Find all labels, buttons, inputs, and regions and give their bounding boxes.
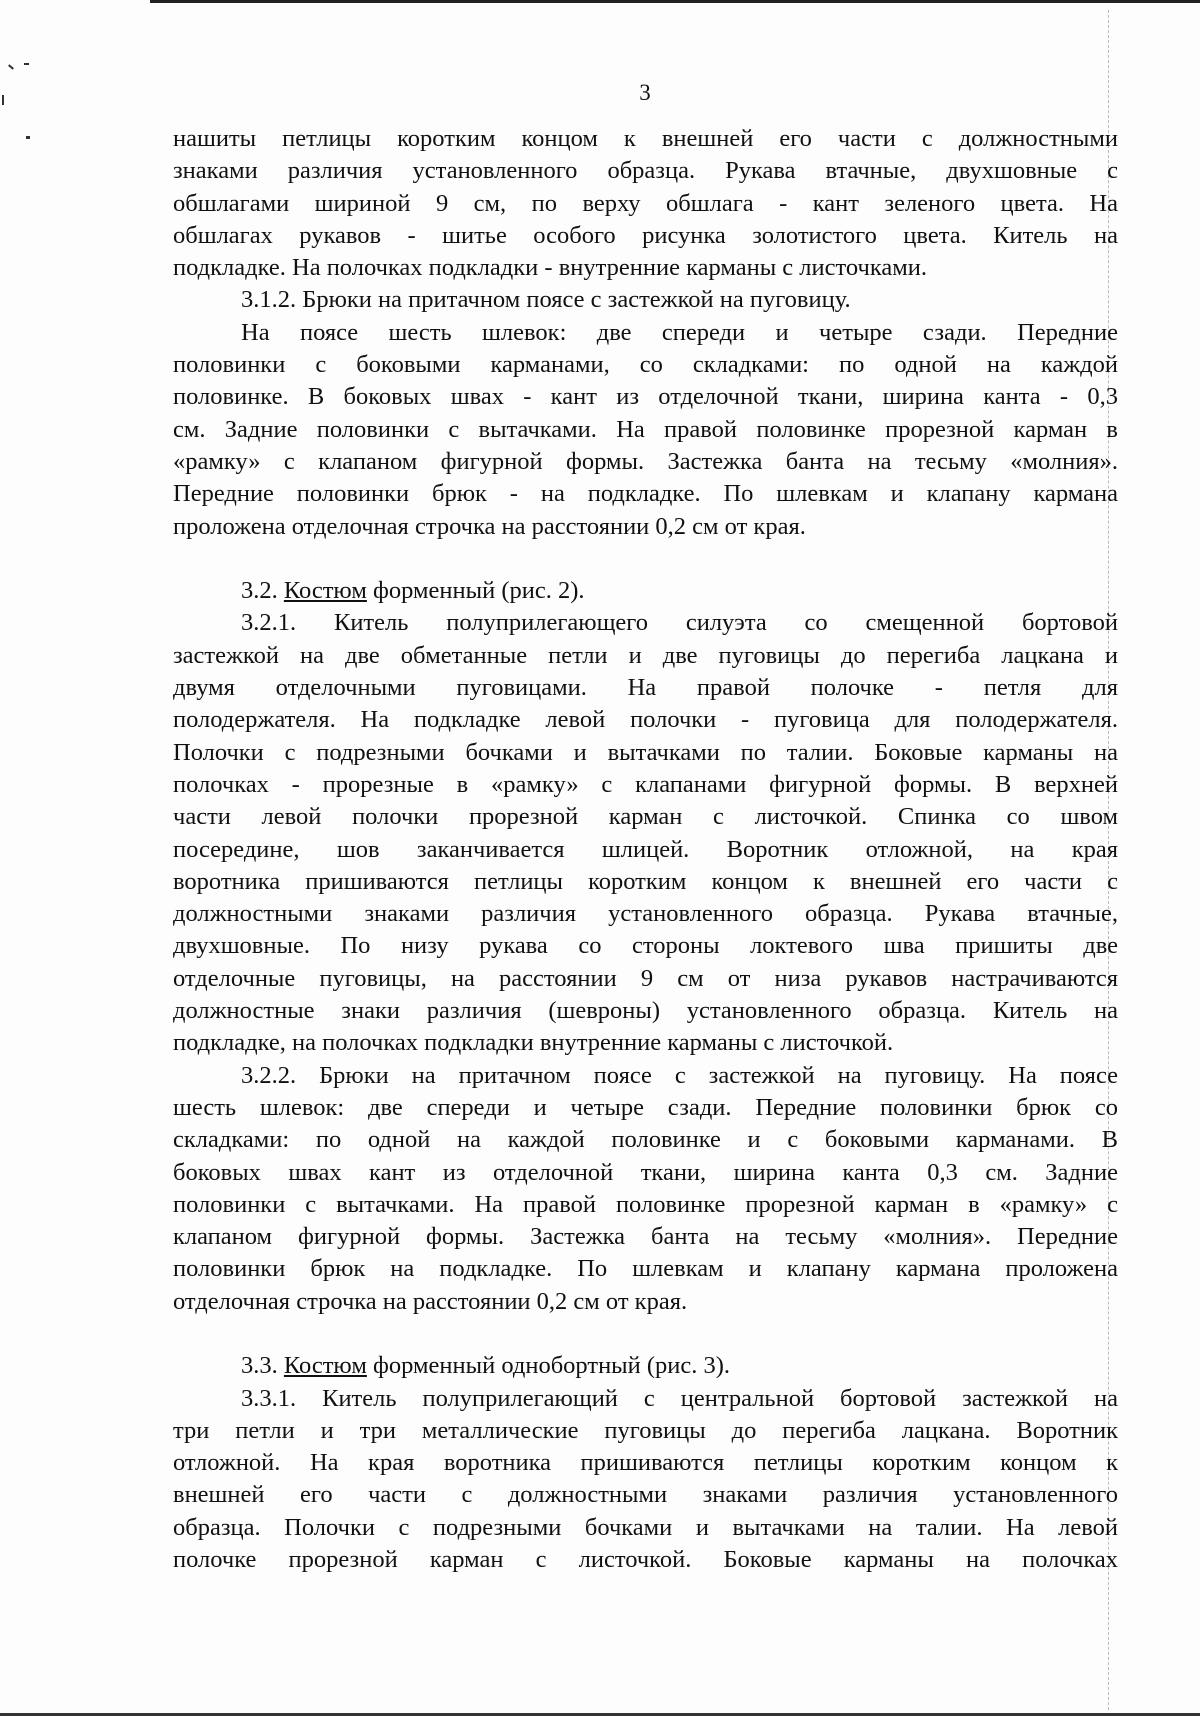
text-line: боковых швах кант из отделочной ткани, ширина канта 0,3 см. Задние xyxy=(173,1158,1118,1186)
text-line: должностные знаки различия (шевроны) установленного образца. Китель на xyxy=(173,997,1118,1025)
text-line: 3.1.2. Брюки на притачном поясе с застежкой на пуговицу. xyxy=(241,286,851,314)
text-line: посередине, шов заканчивается шлицей. Воротник отложной, на края xyxy=(173,835,1118,863)
text-line: должностными знаками различия установленного образца. Рукава втачные, xyxy=(173,900,1118,928)
text-line: 3.3.1. Китель полуприлегающий с центральной бортовой застежкой на xyxy=(241,1384,1118,1412)
scan-artifact-mark xyxy=(8,64,14,69)
text-line: половинке. В боковых швах - кант из отделочной ткани, ширина канта - 0,3 xyxy=(173,383,1118,411)
text-line: обшлагах рукавов - шитье особого рисунка золотистого цвета. Китель на xyxy=(173,221,1118,249)
paragraph-gap xyxy=(173,1318,1118,1350)
text-line: внешней его части с должностными знаками различия установленного xyxy=(173,1481,1118,1509)
document-body xyxy=(173,123,1118,1576)
text-line: шесть шлевок: две спереди и четыре сзади. Передние половинки брюк со xyxy=(173,1093,1118,1121)
text-line: обшлагами шириной 9 см, по верху обшлага - кант зеленого цвета. На xyxy=(173,189,1118,217)
section-number: 3.2. xyxy=(241,577,284,605)
text-line: На поясе шесть шлевок: две спереди и четыре сзади. Передние xyxy=(241,318,1118,346)
section-title-rest: форменный (рис. 2). xyxy=(366,577,585,605)
underlined-term: Костюм xyxy=(283,1352,367,1380)
text-line: двухшовные. По низу рукава со стороны локтевого шва пришиты две xyxy=(173,932,1118,960)
text-line: подкладке, на полочках подкладки внутренние карманы с листочкой. xyxy=(173,1029,894,1057)
scan-top-edge xyxy=(150,0,1200,3)
text-line: образца. Полочки с подрезными бочками и вытачками на талии. На левой xyxy=(173,1513,1118,1541)
underlined-term: Костюм xyxy=(283,577,367,605)
text-line: три петли и три металлические пуговицы до перегиба лацкана. Воротник xyxy=(173,1416,1118,1444)
text-line: полочке прорезной карман с листочкой. Боковые карманы на полочках xyxy=(173,1546,1118,1574)
text-line: знаками различия установленного образца. Рукава втачные, двухшовные с xyxy=(173,157,1118,185)
text-line: складками: по одной на каждой половинке и с боковыми карманами. В xyxy=(173,1126,1118,1154)
text-line: части левой полочки прорезной карман с листочкой. Спинка со швом xyxy=(173,803,1118,831)
paragraph-gap xyxy=(173,543,1118,575)
text-line: воротника пришиваются петлицы коротким концом к внешней его части с xyxy=(173,867,1118,895)
text-line: полодержателя. На подкладке левой полочки - пуговица для полодержателя. xyxy=(173,706,1118,734)
section-number: 3.3. xyxy=(241,1352,284,1380)
text-line: клапаном фигурной формы. Застежка банта на тесьму «молния». Передние xyxy=(173,1223,1118,1251)
text-line: «рамку» с клапаном фигурной формы. Застежка банта на тесьму «молния». xyxy=(173,447,1118,475)
text-line: подкладке. На полочках подкладки - внутренние карманы с листочками. xyxy=(173,254,927,282)
text-line: Полочки с подрезными бочками и вытачками по талии. Боковые карманы на xyxy=(173,738,1118,766)
page-number: 3 xyxy=(639,80,651,105)
text-line: проложена отделочная строчка на расстоянии 0,2 см от края. xyxy=(173,512,806,540)
text-line xyxy=(173,575,1118,607)
scan-artifact-mark xyxy=(24,63,29,65)
scan-artifact-mark xyxy=(26,136,30,139)
text-line: нашиты петлицы коротким концом к внешней его части с должностными xyxy=(173,125,1118,152)
text-line: половинки с боковыми карманами, со складками: по одной на каждой xyxy=(173,351,1118,379)
text-line: отделочная строчка на расстоянии 0,2 см от края. xyxy=(173,1287,688,1315)
text-line: 3.2.2. Брюки на притачном поясе с застежкой на пуговицу. На поясе xyxy=(241,1061,1118,1089)
section-title-rest: форменный однобортный (рис. 3). xyxy=(366,1352,731,1380)
text-line xyxy=(173,1350,1118,1382)
text-line: Передние половинки брюк - на подкладке. По шлевкам и клапану кармана xyxy=(173,480,1118,508)
text-line: половинки брюк на подкладке. По шлевкам и клапану кармана проложена xyxy=(173,1255,1118,1283)
text-line: отделочные пуговицы, на расстоянии 9 см от низа рукавов настрачиваются xyxy=(173,964,1118,992)
text-line: полочках - прорезные в «рамку» с клапанами фигурной формы. В верхней xyxy=(173,770,1118,798)
text-line: двумя отделочными пуговицами. На правой полочке - петля для xyxy=(173,674,1118,702)
text-line: отложной. На края воротника пришиваются петлицы коротким концом к xyxy=(173,1449,1118,1477)
text-line: застежкой на две обметанные петли и две пуговицы до перегиба лацкана и xyxy=(173,641,1118,669)
text-line: см. Задние половинки с вытачками. На правой половинке прорезной карман в xyxy=(173,415,1118,443)
text-line: 3.2.1. Китель полуприлегающего силуэта со смещенной бортовой xyxy=(241,609,1118,637)
text-line: половинки с вытачками. На правой половинке прорезной карман в «рамку» с xyxy=(173,1190,1118,1218)
